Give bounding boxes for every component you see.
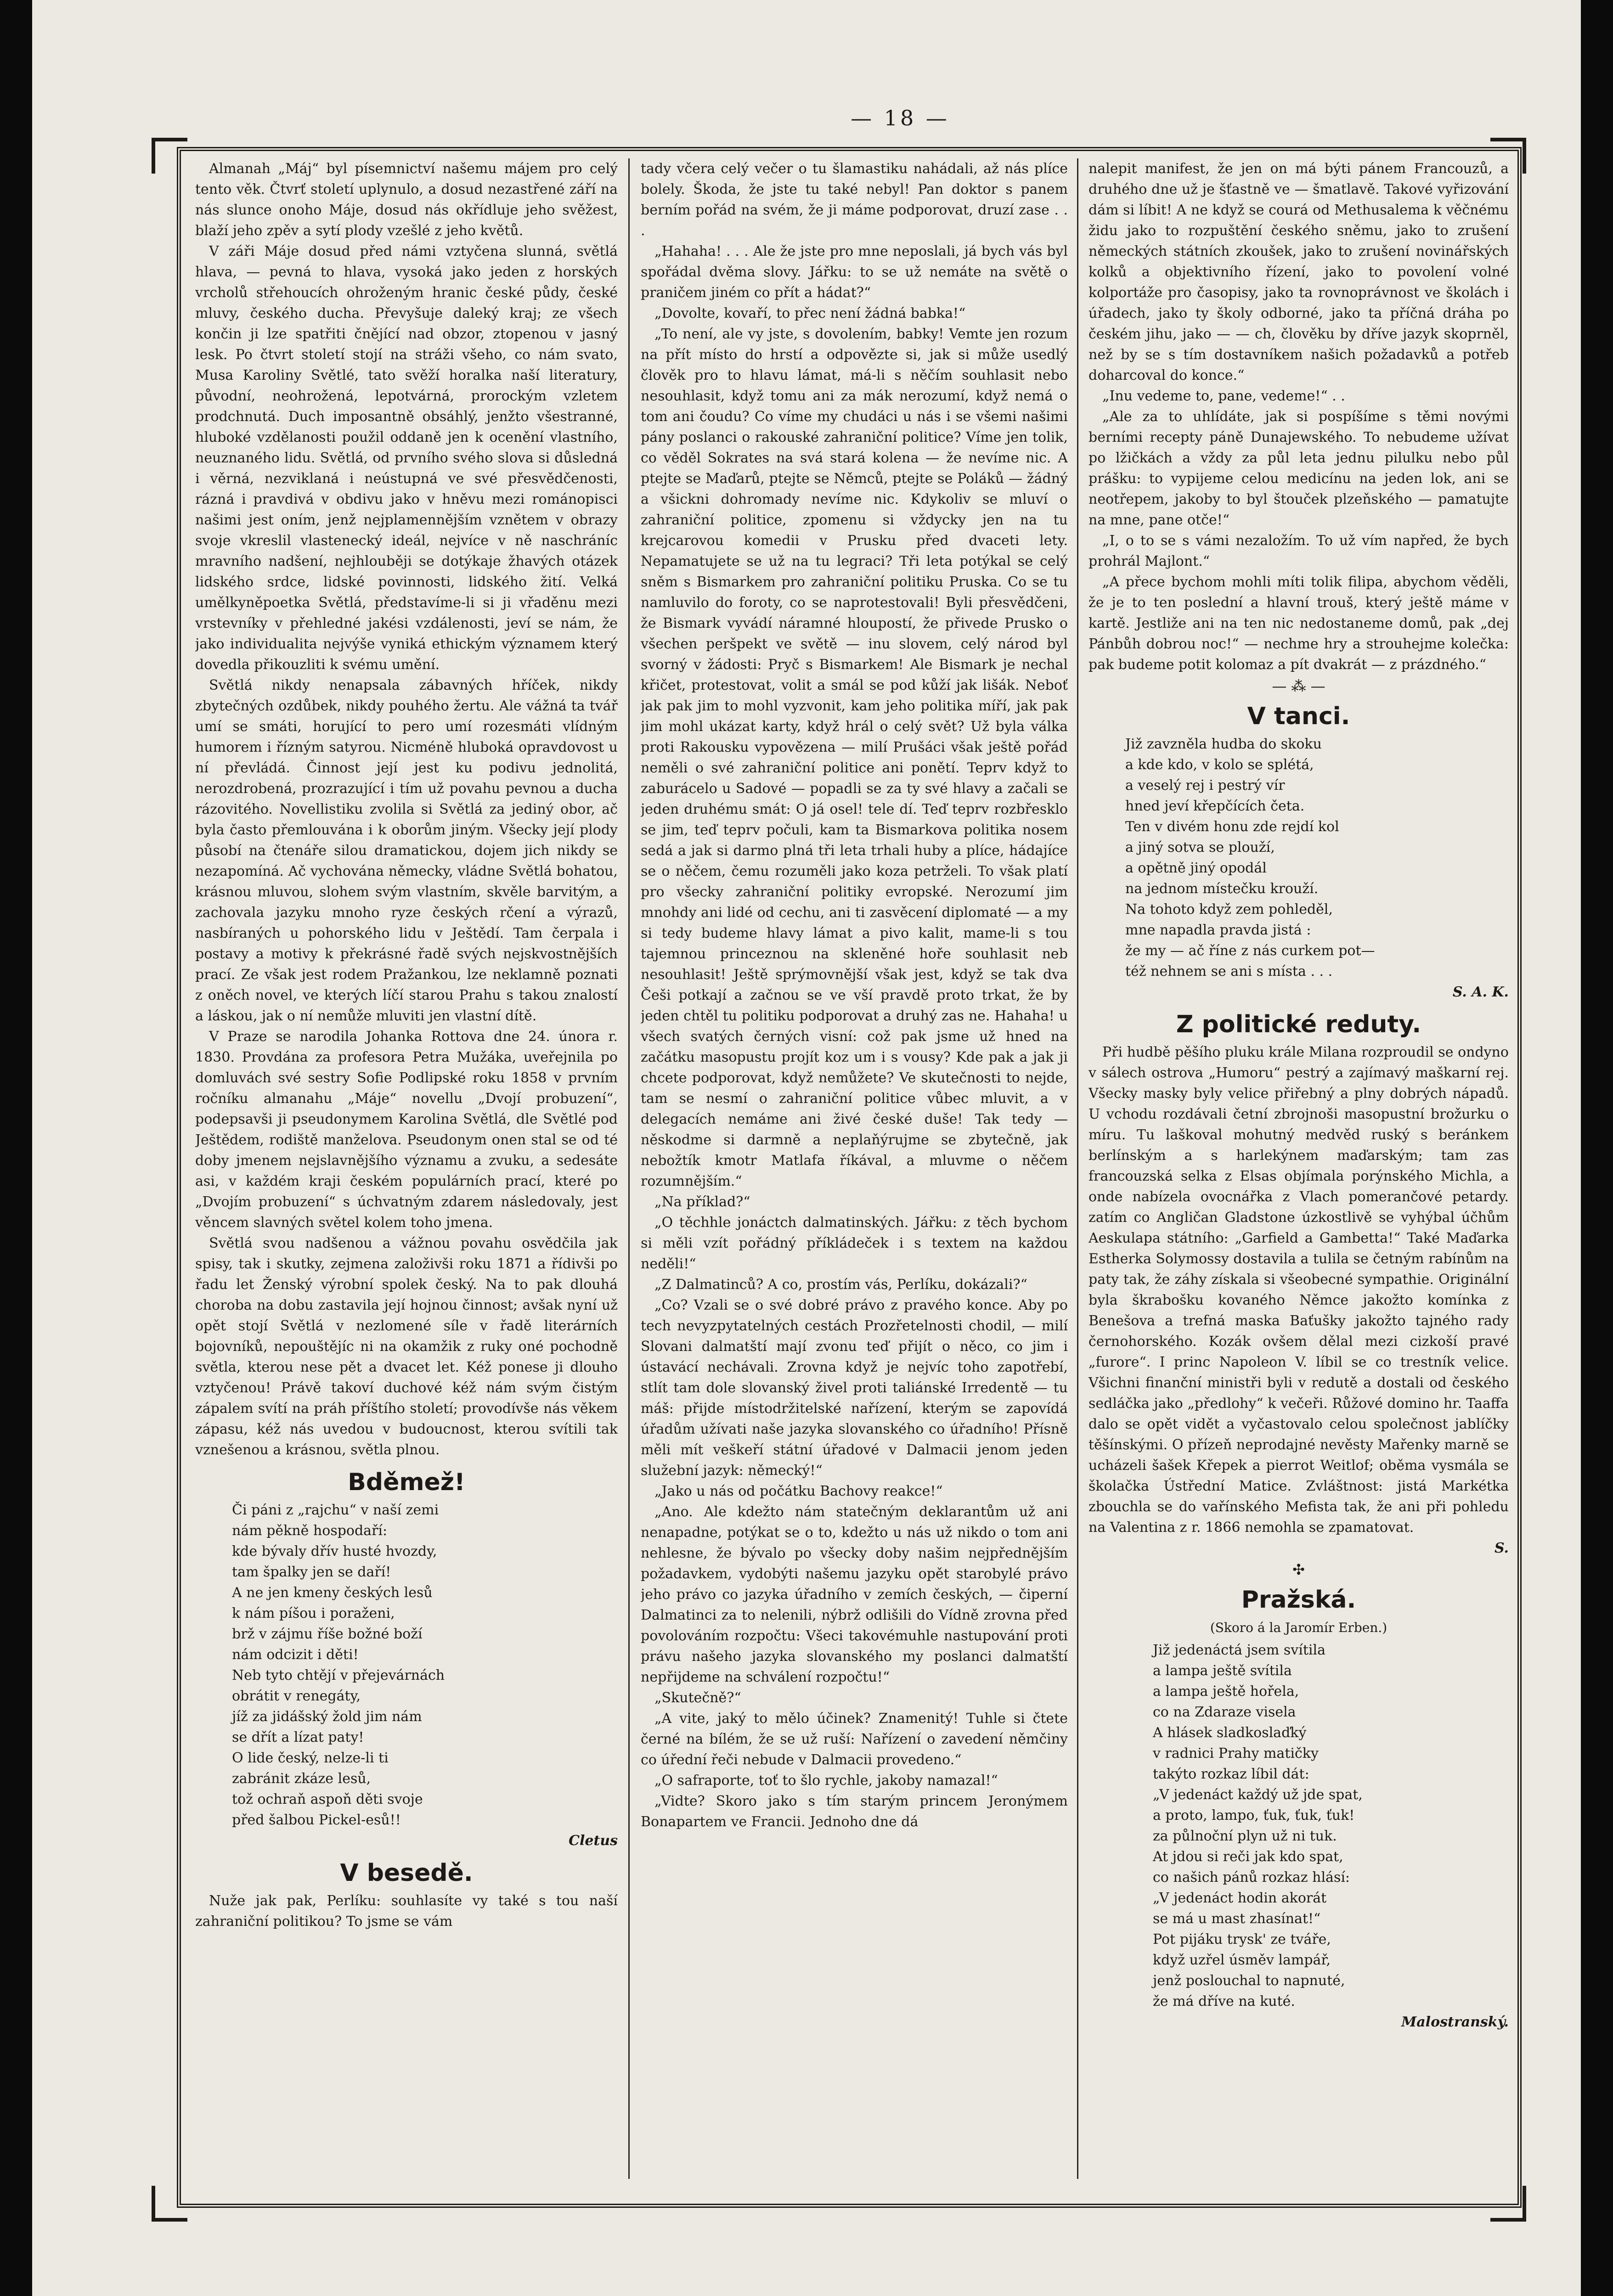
- signature: S. A. K.: [1452, 984, 1509, 1000]
- page-number: — 18 —: [851, 106, 950, 130]
- article-paragraph: Almanah „Máj“ byl písemnictví našemu májem pro celý tento věk. Čtvrť století uplynulo, a dosud nezastřené září na nás slunce onoho Máje, dosud nás okřídluje jeho svěžest, blaží jeho zpěv a sytí plody vzešlé z jeho květů.: [195, 161, 618, 239]
- poem-line: když uzřel úsměv lampář,: [1153, 1952, 1331, 1968]
- column-divider: [628, 158, 630, 2179]
- poem-line: Neb tyto chtějí v přejevárnách: [232, 1667, 445, 1683]
- left-scan-border: [0, 0, 32, 2296]
- article-paragraph: „Hahaha! . . . Ale že jste pro mne neposlali, já bych vás byl spořádal dvěma slovy. Jářku: to se už nemáte na světě o praničem jiném co přít a hádat?“: [641, 243, 1068, 301]
- poem-line: O lide český, nelze-li ti: [232, 1750, 389, 1766]
- article-paragraph: „Na příklad?“: [654, 1194, 750, 1210]
- poem-line: za půlnoční plyn už ni tuk.: [1153, 1828, 1337, 1844]
- article-paragraph: Při hudbě pěšího pluku krále Milana rozproudil se ondyno v sálech ostrova „Humoru“ pestrý a zajímavý maškarní rej. Všecky masky byly velice přiřebný a plny dobrých nápadů. U vchodu rozdávali četní zbrojnoši masopustní brožurku o míru. Tu laškoval mohutný medvěd ruský s beránkem berlínským a s harlekýnem maďarským; tam zas francouzská selka z Elsas objímala porýnského Michla, a onde nabízela ovocnářka z Vlach pomerančové petardy. zatím co Angličan Gladstone úzkostlivě se vyhýbal účhům Aeskulapa státního: „Garfield a Gambetta!“ Také Maďarka Estherka Solymossy dostavila a tulila se četným rabínům na paty tak, že záhy získala si všeobecné sympathie. Originální byla škrabošku kovaného Němce jakožto komínka z Benešova a trefná maska Baťušky jakožto tajného rady černohorského. Kozák ovšem dělal mezi cizkoší pravé „furore“. I princ Napoleon V. líbil se co trestník velice. Všichni finanční ministři byli v redutě a dostali od českého sedláčka jako „předlohy“ k večeři. Růžové domino hr. Taaffa dalo se opět vidět a vyčastovalo celou společnost jablíčky těšínskými. O přízeň neprodajné nevěsty Mařenky marně se ucházeli šašek Křepek a pierrot Weitlof; oběma vysmála se školačka Ústřední Matice. Zvláštnost: jistá Markétka zbouchla se do vařínského Mefista tak, že ani při pohledu na Valentina z r. 1866 nemohla se zpamatovat.: [1088, 1044, 1509, 1536]
- poem-title: V tanci.: [1247, 703, 1350, 730]
- article-paragraph: „A vite, jaký to mělo účinek? Znamenitý! Tuhle si čtete černé na bílém, že se už ruší: Nařízení o zavedení němčiny co úřední řeči nebude v Dalmacii provedeno.“: [641, 1711, 1068, 1768]
- section-title: V besedě.: [340, 1859, 473, 1887]
- poem-line: mne napadla pravda jistá :: [1125, 922, 1311, 938]
- poem-line: na jednom místečku krouží.: [1125, 881, 1319, 897]
- ornament-divider-icon: — ⁂ —: [1272, 677, 1325, 695]
- article-paragraph: „I, o to se s vámi nezaložím. To už vím napřed, že bych prohrál Majlont.“: [1088, 533, 1509, 569]
- poem-line: co našich pánů rozkaz hlásí:: [1153, 1869, 1350, 1885]
- poem-line: Ten v divém honu zde rejdí kol: [1125, 819, 1339, 835]
- article-paragraph: „O těchhle jonáctch dalmatinských. Jářku: z těch bychom si měli vzít pořádný příkládeček i s textem na každou neděli!“: [641, 1215, 1068, 1272]
- poem-line: tam špalky jen se daří!: [232, 1564, 391, 1580]
- article-paragraph: „Inu vedeme to, pane, vedeme!“ . .: [1102, 388, 1345, 404]
- poem-line: a veselý rej i pestrý vír: [1125, 777, 1285, 793]
- article-paragraph: „Skutečně?“: [654, 1690, 741, 1706]
- poem-line: a opětně jiný opodál: [1125, 860, 1267, 876]
- poem-line: a lampa ještě svítila: [1153, 1663, 1292, 1679]
- article-paragraph: V záři Máje dosud před námi vztyčena slunná, světlá hlava, — pevná to hlava, vysoká jako jeden z horských vrcholů střehoucích ohroženým hranic české půdy, české mluvy, českého ducha. Převyšuje daleký kraj; ze všech končin ji lze spatřiti čnějící nad obzor, ztopenou v jasný lesk. Po čtvrt století stojí na stráži všeho, co nám svato, Musa Karoliny Světlé, tato svěží horalka naší literatury, původní, neohrožená, lepotvárná, prorockým vzletem prodchnutá. Duch imposantně obsáhlý, jenžto všestranné, hluboké vzdělanosti použil oddaně jen k ocenění vlastního, neuznaného lidu. Světlá, od prvního svého slova si důsledná i věrná, nezviklaná i neústupná ve své přesvědčenosti, rázná i pravdivá v obdivu jako v hněvu mezi románopisci našimi jest oním, jenž nejplamennějším vznětem v obrazy svoje vkreslil vlastenecký ideál, nejvíce v ně naschráníc mravního nadšení, nejhlouběji se dotýkaje žhavých otázek lidského srdce, lidské povinnosti, lidského žití. Velká umělkyněpoetka Světlá, představíme-li si ji vřaděnu mezi vrstevníky v přehledné jakési vzdálenosti, jeví se nám, že jako individualita nejvýše vyniká ethickým významem který dovedla přikouzliti k svému umění.: [195, 243, 618, 673]
- frame-corner-ornament: [152, 2186, 187, 2222]
- article-paragraph: Nuže jak pak, Perlíku: souhlasíte vy také s tou naší zahraniční politikou? To jsme se vám: [195, 1893, 618, 1930]
- poem-prazska: [1088, 1640, 1509, 2012]
- article-paragraph: nalepit manifest, že jen on má býti pánem Francouzů, a druhého dne už je šťastně ve — šmatlavě. Takové vyřizování dám si líbit! A ne když se courá od Methusalema k věčnému židu jako to rozpuštění českého sněmu, jako to zrušení německých státních zkoušek, jako to zrušení novinářských kolků a objektivního řízení, jako to povolení volné kolportáže pro časopisy, jako ta rovnoprávnost ve školách i úřadech, jako ty školy odborné, jako ta příčná dráha po českém jihu, jako — — ch, člověku by dříve jazyk skoprněl, než by se s tím dostavníkem našich požadavků a potřeb doharcoval do konce.“: [1088, 161, 1509, 383]
- signature: Malostranský.: [1401, 2014, 1509, 2030]
- frame-corner-ornament: [1490, 2186, 1526, 2222]
- signature: S.: [1494, 1540, 1509, 1556]
- poem-line: se má u mast zhasínat!“: [1153, 1911, 1321, 1927]
- poem-title: Pražská.: [1241, 1586, 1356, 1614]
- article-paragraph: „A přece bychom mohli míti tolik filipa, abychom věděli, že je to ten poslední a hlavní trouš, který ještě máme v kartě. Jestliže ani na ten nic nedostaneme domů, pak „dej Pánbůh dobrou noc!“ — nechme hry a strouhejme kolečka: pak budeme potit kolomaz a pít dvakrát — z prázdného.“: [1088, 574, 1509, 673]
- poem-line: jíž za jidášský žold jim nám: [232, 1709, 422, 1725]
- column-2: [641, 158, 1068, 2183]
- poem-line: co na Zdaraze visela: [1153, 1704, 1296, 1720]
- poem-line: kde bývaly dřív husté hvozdy,: [232, 1543, 437, 1559]
- poem-line: A hlásek sladkoslaďký: [1153, 1725, 1307, 1741]
- poem-line: obrátit v renegáty,: [232, 1688, 361, 1704]
- article-paragraph: Světlá svou nadšenou a vážnou povahu osvědčila jak spisy, tak i skutky, zejmena založivši roku 1871 a řídivši po řadu let Ženský výrobní spolek český. Na to pak dlouhá choroba na dobu zastavila její hojnou činnost; avšak nyní už opět stojí Světlá v nezlomené síle v řadě literárních bojovníků, nepouštějíc ni na okamžik z ruky oné pochodně světla, kterou nese pět a dvacet let. Kéž ponese ji dlouho vztyčenou! Právě takoví duchové kéž nám svým čistým zápalem svítí na práh příštího století; provodívše nás věkem zápasu, kéž nás uvedou v budoucnost, kterou svítili tak vznešenou a krásnou, světla plnou.: [195, 1235, 618, 1458]
- column-divider: [1077, 158, 1078, 2179]
- poem-line: též nehnem se ani s místa . . .: [1125, 963, 1333, 979]
- section-title: Z politické reduty.: [1176, 1011, 1421, 1038]
- article-paragraph: „Ale za to uhlídáte, jak si pospíšíme s těmi novými berními recepty páně Dunajewského. To nebudeme užívat po lžičkách a vždy za půl leta jednu pilulku nebo půl prášku: to vypijeme celou medicínu na jeden lok, ani se neotřepem, jakoby to byl štouček plzeňského — pamatujte na mne, pane otče!“: [1088, 409, 1509, 528]
- poem-line: a kde kdo, v kolo se splétá,: [1125, 757, 1314, 773]
- poem-line: že má dříve na kuté.: [1153, 1993, 1295, 2009]
- poem-bdeme: [195, 1500, 618, 1830]
- poem-line: Již zavzněla hudba do skoku: [1125, 736, 1322, 752]
- article-paragraph: „Dovolte, kovaří, to přec není žádná babka!“: [654, 305, 966, 321]
- column-1: [195, 158, 618, 2183]
- poem-line: Na tohoto když zem pohleděl,: [1125, 901, 1333, 917]
- signature: Cletus: [569, 1833, 618, 1849]
- poem-title: Bděmež!: [348, 1469, 465, 1496]
- frame-corner-ornament: [152, 138, 187, 174]
- ornament-divider-icon: ✣: [1292, 1561, 1305, 1578]
- column-3: [1088, 158, 1509, 2183]
- poem-line: před šalbou Pickel-esů!!: [232, 1812, 401, 1828]
- article-paragraph: Světlá nikdy nenapsala zábavných hříček, nikdy zbytečných ozdůbek, nikdy pouhého žertu. Ale vážná ta tvář umí se smáti, horující to pero umí rozesmáti vlídným humorem i řízným satyrou. Nicméně hluboká opravdovost u ní převládá. Činnost její jest ku podivu jednolitá, nerozdrobená, prozrazující i tím už povahu pevnou a ducha rázovitého. Novellistiku zvolila si Světlá za jediný obor, ač byla často přemlouvána i k oborům jiným. Všecky její plody působí na čtenáře silou dramatickou, dojem jich nikdy se nezapomíná. Ač vychována německy, vládne Světlá bohatou, krásnou mluvou, slohem svým vlastním, skvěle barvitým, a zachovala jazyku mnoho ryze českých rčení a výrazů, nasbíraných u pohorského lidu v Ještědí. Tam čerpala i postavy a motivy k překrásné řadě svých nejskvostnějších prací. Ze však jest rodem Pražankou, lze neklamně poznati z oněch novel, ve kterých líčí starou Prahu s takou znalostí a láskou, jak o ní nemůže mluviti jen vlastní dítě.: [195, 677, 618, 1024]
- poem-line: se dřít a lízat paty!: [232, 1729, 364, 1745]
- article-paragraph: V Praze se narodila Johanka Rottova dne 24. února r. 1830. Provdána za profesora Petra Mužáka, uveřejnila po domluvách své sestry Sofie Podlipské roku 1858 v prvním ročníku almanahu „Máje“ novellu „Dvojí probuzení“, podepsavši ji pseudonymem Karolina Světlá, dle Světlé pod Ještědem, rodiště manželova. Pseudonym onen stal se od té doby jmenem nejslavnějšího významu a zvuku, a sedesáte asi, v každém kraji českém populárních prací, které po „Dvojím probuzení“ s úchvatným zdarem následovaly, jest věncem slavných světel kolem toho jmena.: [195, 1029, 618, 1231]
- poem-line: At jdou si reči jak kdo spat,: [1153, 1849, 1343, 1865]
- poem-line: v radnici Prahy matičky: [1153, 1745, 1319, 1761]
- poem-line: „V jedenáct hodin akorát: [1153, 1890, 1327, 1906]
- article-paragraph: „Z Dalmatinců? A co, prostím vás, Perlíku, dokázali?“: [654, 1277, 1027, 1293]
- article-paragraph: tady včera celý večer o tu šlamastiku nahádali, až nás plíce bolely. Škoda, že jste tu také nebyl! Pan doktor s panem berním pořád na svém, že ji máme podporovat, druzí zase . . .: [641, 161, 1068, 239]
- poem-v-tanci: [1088, 734, 1509, 982]
- poem-line: Pot pijáku trysk' ze tváře,: [1153, 1931, 1331, 1947]
- poem-line: hned jeví křepčících četa.: [1125, 798, 1305, 814]
- poem-line: Či páni z „rajchu“ v naší zemi: [232, 1502, 439, 1518]
- poem-subtitle: (Skoro á la Jaromír Erben.): [1210, 1620, 1387, 1635]
- poem-line: a lampa ještě hořela,: [1153, 1683, 1299, 1699]
- article-paragraph: „Vidte? Skoro jako s tím starým princem Jeronýmem Bonapartem ve Francii. Jednoho dne dá: [641, 1793, 1068, 1830]
- poem-line: a proto, lampo, ťuk, ťuk, ťuk!: [1153, 1807, 1355, 1823]
- poem-line: nám odcizit i děti!: [232, 1647, 359, 1663]
- poem-line: brž v zájmu říše božné boží: [232, 1626, 423, 1642]
- poem-line: Již jedenáctá jsem svítila: [1153, 1642, 1325, 1658]
- poem-line: zabránit zkáze lesů,: [232, 1771, 371, 1787]
- article-paragraph: „To není, ale vy jste, s dovolením, babky! Vemte jen rozum na přít místo do hrstí a odpovězte si, jak si může usedlý člověk pro to hlavu lámat, má-li s něčím souhlasit nebo nesouhlasit, když tomu ani za mák nerozumí, když nemá o tom ani čoudu? Co víme my chudáci u nás i se všemi našimi pány poslanci o rakouské zahraniční politice? Víme jen tolik, co věděl Sokrates na svá stará kolena — že nevíme nic. A ptejte se Maďarů, ptejte se Němců, ptejte se Poláků — žádný a všickni dohromady nevíme nic. Kdykoliv se mluví o zahraniční politice, zpomenu si vždycky jen na tu krejcarovou komedii v Prusku před dvaceti lety. Nepamatujete se už na tu legraci? Tři leta potýkal se celý sněm s Bismarkem pro zahraniční politiku Pruska. Co se tu namluvilo do foroty, co se naprotestovali! Byli přesvědčeni, že Bismark vyvádí náramné hloupostí, že přivede Prusko o všechen peršpekt ve světě — inu slovem, celý národ byl svorný v žádosti: Pryč s Bismarkem! Ale Bismark je nechal křičet, protestovat, volit a smál se pod kůží jak lišák. Neboť jak pak jim to mohl vyzvonit, kam jeho politika míří, jak pak jim mohl ukázat karty, když hrál o celý svět? Už byla válka proti Rakousku vypovězena — milí Prušáci však ještě pořád neměli o své zahraniční politice ani ponětí. Teprv když to zaburácelo u Sadové — popadli se za ty své hlavy a začali se jeden druhému smát: O já osel! tele dí. Teď teprv rozbřesklo se jim, teď teprv počuli, kam ta Bismarkova politika nosem sedá a jak si darmo plná tři leta trhali huby a plíce, hádajíce se o něčem, čemu rozuměli jako koza petrželi. To však platí pro všecky zahraniční politiky evropské. Nerozumí jim mnohdy ani lidé od cechu, ani ti zasvěcení diplomaté — a my si tedy budeme hlavy lámat a pivo kalit, mame-li s tou tajemnou princeznou na skleněné hoře souhlasit neb nesouhlasit! Ještě sprýmovnější však jest, když se tak dva Češi potkají a začnou se ve vší pravdě proto trkat, že by jeden chtěl tu politiku podporovat a druhý zas ne. Hahaha! u všech svatých černých visní: což pak jsme už hned na začátku masopustu projít koz um i s vousy? Kde pak a jak ji chcete podporovat, když nemůžete? Ve skutečnosti to nejde, tam se nesmí o zahraniční politice vůbec mluvit, a v delegacích nemáme ani živé české duše! Tak tedy — něskodme si darmně a neplaňýrujme se zbytečně, jak nebožtík kmotr Matlafa říkával, a mluvme o něčem rozumnějším.“: [641, 326, 1068, 1189]
- poem-line: A ne jen kmeny českých lesů: [232, 1585, 433, 1601]
- article-paragraph: „Ano. Ale kdežto nám statečným deklarantům už ani nenapadne, potýkat se o to, kdežto u nás už nikdo o tom ani nehlesne, že bývalo po všecky doby našim nejpřednějším požadavkem, vydobýti našemu jazyku opět starobylé právo jeho právo co jazyka úřadního v zemích českých, — čiperní Dalmatinci za to nelenili, nýbrž odlišili do Vídně zrovna před povolováním rozpočtu: Všeci takovémuhle nastupování proti právu našeho jazyka slovanského my poslanci dalmatští nepřijdeme na schválení rozpočtu!“: [641, 1504, 1068, 1685]
- poem-line: že my — ač říne z nás curkem pot—: [1125, 943, 1375, 959]
- right-scan-border: [1581, 0, 1613, 2296]
- article-paragraph: „O safraporte, toť to šlo rychle, jakoby namazal!“: [654, 1773, 998, 1789]
- poem-line: jenž poslouchal to napnuté,: [1153, 1973, 1345, 1989]
- article-paragraph: „Co? Vzali se o své dobré právo z pravého konce. Aby po tech nevyzpytatelných cestách Prozřetelnosti chodil, — milí Slovani dalmatští mají zvonu teď přijít o něco, co jim i ústavácí nechávali. Zrovna když je nejvíc toho zapotřebí, stlít tam dole slovanský živel proti taliánské Irredentě — tu máš: přijde místodržitelské nařízení, kterým se zapovídá úřadům užívati naše jazyka slovanského co úřadního! Přísně měli mít veškeří státní úřadové v Dalmacii jenom jeden služební jazyk: německý!“: [641, 1297, 1068, 1479]
- poem-line: nám pěkně hospodaří:: [232, 1523, 388, 1539]
- poem-line: k nám píšou i poraženi,: [232, 1605, 395, 1621]
- poem-line: takýto rozkaz líbil dát:: [1153, 1766, 1309, 1782]
- poem-line: „V jedenáct každý už jde spat,: [1153, 1787, 1363, 1803]
- poem-line: tož ochraň aspoň děti svoje: [232, 1791, 423, 1807]
- article-paragraph: „Jako u nás od počátku Bachovy reakce!“: [654, 1483, 943, 1499]
- poem-line: a jiný sotva se plouží,: [1125, 839, 1275, 855]
